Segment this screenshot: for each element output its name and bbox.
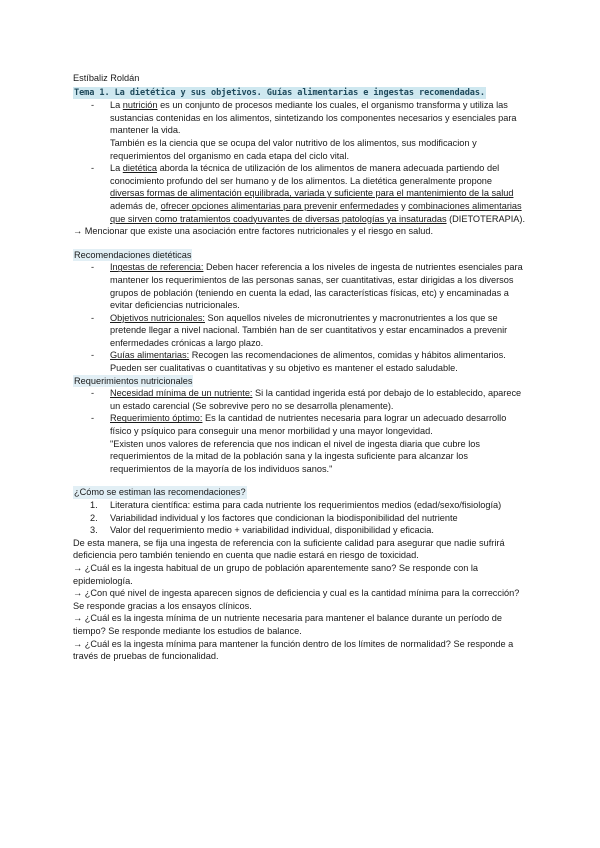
intro-list [73, 99, 528, 225]
term-dietetica: dietética [122, 163, 158, 174]
list-item: 1. Literatura científica: estima para cada nutriente los requerimientos medios (edad/sexo/fisiología) [90, 500, 502, 510]
list-item: 2. Variabilidad individual y los factores que condicionan la biodisponibilidad del nutriente [90, 512, 458, 523]
nutricion-extra: También es la ciencia que se ocupa del valor nutritivo de los alimentos, sus modificacion y requerimientos del organismo en cada etapa del ciclo vital. [110, 137, 477, 161]
paragraph: De esta manera, se fija una ingesta de referencia con la suficiente calidad para asegurar que nadie sufrirá deficiencia pero también teniendo en cuenta que nadie estará en riesgo de toxicidad. [73, 537, 505, 561]
paragraph: → ¿Cuál es la ingesta mínima de un nutriente necesaria para mantener el balance durante un período de tiempo? Se responde mediante los estudios de balance. [73, 613, 503, 636]
paragraph: → ¿Con qué nivel de ingesta aparecen signos de deficiencia y cual es la cantidad mínima para la corrección? Se responde gracias a los ensayos clínicos. [73, 588, 520, 611]
list-item: - Guías alimentarias: Recogen las recomendaciones de alimentos, comidas y hábitos alimentarios. Pueden ser cualitativas o cuantitativas y su objetivo es mantener el estado saludable. [73, 349, 528, 374]
paragraph: → ¿Cuál es la ingesta habitual de un grupo de población aparentemente sano? Se responde con la epidemiología. [73, 562, 479, 586]
document-content [73, 72, 528, 663]
list-item: - Ingestas de referencia: Deben hacer referencia a los niveles de ingesta de nutrientes esenciales para mantener los requerimientos de las personas sanas, ser cuantitativas, estar dirigidas a los diversos grupos de población (teniendo en cuenta la edad, las características físicas, etc) y encaminadas a evitar deficiencias nutricionales. [73, 261, 528, 311]
section-heading-estimacion: ¿Cómo se estiman las recomendaciones? [74, 487, 246, 498]
topic-title: Tema 1. La dietética y sus objetivos. Guías alimentarias e ingestas recomendadas. [74, 87, 485, 98]
recomendaciones-list [73, 261, 528, 374]
quote: "Existen unos valores de referencia que nos indican el nivel de ingesta diaria que cubre los requerimientos de la mitad de la población sana y la ingesta suficiente para alcanzar los requerimientos de la mayoría de los individuos sanos." [110, 438, 480, 474]
section-heading-recomendaciones: Recomendaciones dietéticas [74, 249, 192, 260]
list-item: - Objetivos nutricionales: Son aquellos niveles de micronutrientes y macronutrientes a los que se pretende llegar a nivel nacional. También han de ser cuantitativos y estar encaminados a prevenir enfermedades crónicas a largo plazo. [73, 312, 528, 350]
intro-note: → Mencionar que existe una asociación entre factores nutricionales y el riesgo en salud. [73, 226, 434, 237]
list-item: - Requerimiento óptimo: Es la cantidad de nutrientes necesaria para lograr un adecuado desarrollo físico y psíquico para conseguir una menor morbilidad y una mayor longevidad. "Existen unos valores de referencia que nos indican el nivel de ingesta diaria que cubre los requerimientos de la mitad de la población sana y la ingesta suficiente para alcanzar los requerimientos de la mayoría de los individuos sanos." [73, 412, 528, 475]
list-item-nutricion: - La nutrición es un conjunto de procesos mediante los cuales, el organismo transforma y utiliza las sustancias contenidas en los alimentos, sintetizando los componentes necesarios y esenciales para mantener la vida. También es la ciencia que se ocupa del valor nutritivo de los alimentos, sus modificacion y requerimientos del organismo en cada etapa del ciclo vital. [73, 99, 528, 162]
term-nutricion: nutrición [122, 100, 158, 111]
section-heading-requerimientos: Requerimientos nutricionales [74, 375, 193, 386]
list-item: 3. Valor del requerimiento medio + variabilidad individual, disponibilidad y eficacia. [90, 525, 434, 536]
estimacion-list [73, 499, 528, 537]
requerimientos-list [73, 387, 528, 475]
list-item-dietetica: - La dietética aborda la técnica de utilización de los alimentos de manera adecuada partiendo del conocimiento profundo del ser humano y de los alimentos. La dietética generalmente propone diversas formas de alimentación equilibrada, variada y suficiente para el mantenimiento de la salud además de, ofrecer opciones alimentarias para prevenir enfermedades y combinaciones alimentarias que sirven como tratamientos coadyuvantes de diversas patologías ya insaturadas (DIETOTERAPIA). [73, 162, 528, 225]
list-item: - Necesidad mínima de un nutriente: Si la cantidad ingerida está por debajo de lo establecido, aparece un estado carencial (Se sobrevive pero no se desarrolla plenamente). [73, 387, 528, 412]
paragraph: → ¿Cuál es la ingesta mínima para mantener la función dentro de los límites de normalidad? Se responde a través de pruebas de funcionalidad. [73, 638, 514, 662]
author-name: Estíbaliz Roldán [73, 73, 140, 83]
